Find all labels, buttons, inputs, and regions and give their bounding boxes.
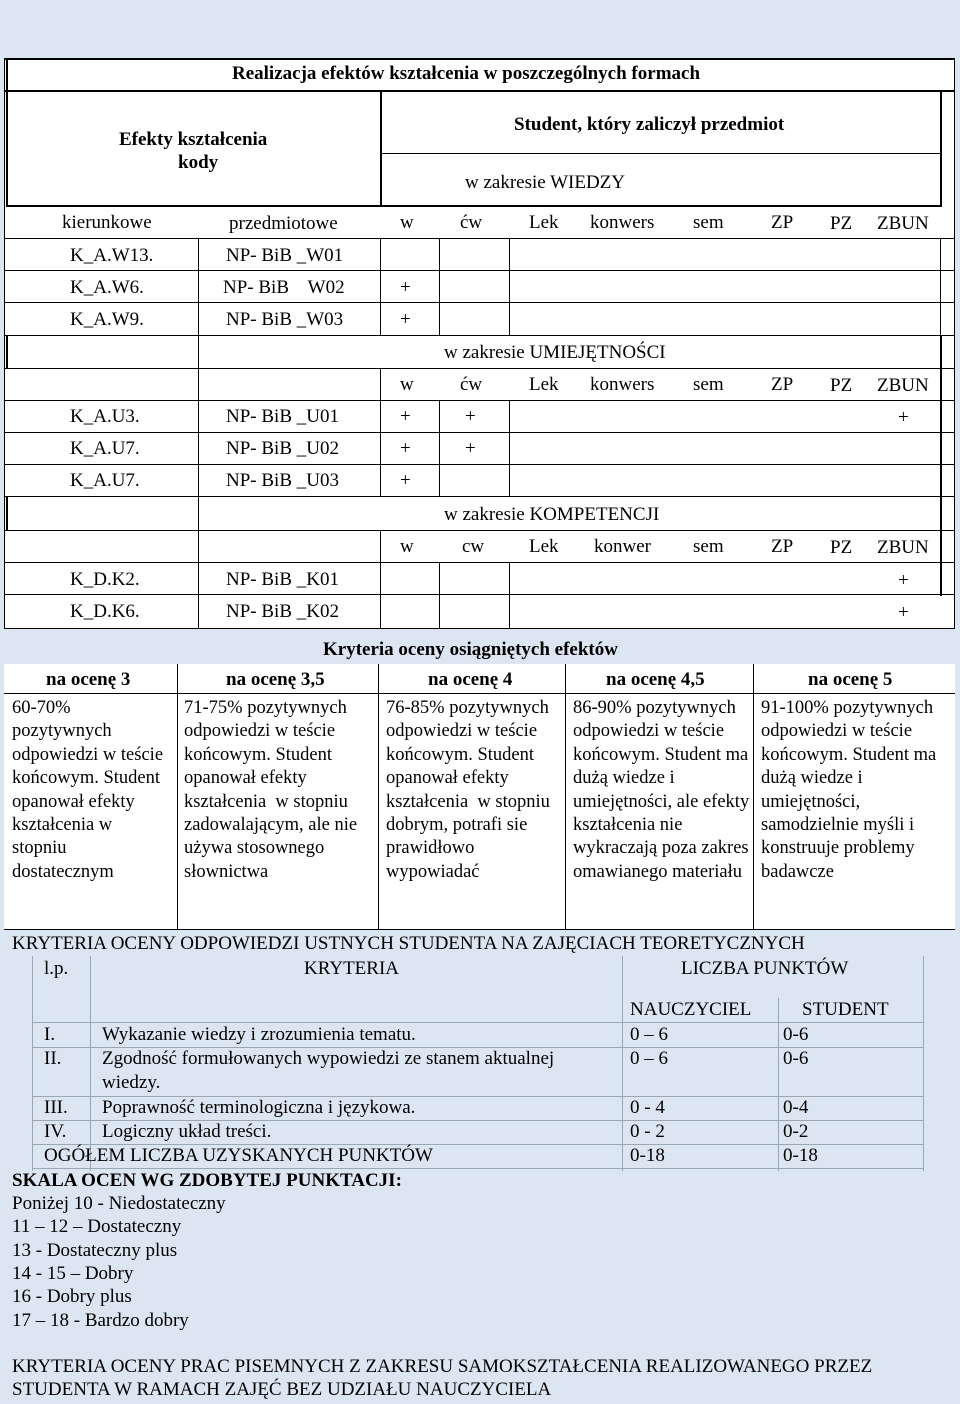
- form-k-zp: ZP: [771, 536, 794, 557]
- ustne-row-2-lp: II.: [44, 1048, 62, 1069]
- pisemne-title-line2: STUDENTA W RAMACH ZAJĘĆ BEZ UDZIAŁU NAUCZYCIELA: [12, 1379, 552, 1400]
- ustne-col-nauczyciel: NAUCZYCIEL: [630, 999, 752, 1020]
- row-k1-kierunkowe: K_D.K2.: [70, 569, 140, 590]
- row-u3-kierunkowe: K_A.U7.: [70, 470, 140, 491]
- row-w3-przedmiotowe: NP- BiB _W03: [226, 309, 344, 330]
- skala-item-2: 11 – 12 – Dostateczny: [12, 1216, 182, 1237]
- kompetencji-header: w zakresie KOMPETENCJI: [444, 504, 660, 525]
- form-k-sem: sem: [693, 536, 724, 557]
- row-u3-mark-w: +: [400, 470, 411, 491]
- row-u2-kierunkowe: K_A.U7.: [70, 438, 140, 459]
- grade-4: na ocenę 4: [428, 669, 513, 690]
- form-u-zbun: ZBUN: [877, 375, 929, 396]
- row-u1-mark-w: +: [400, 406, 411, 427]
- skala-item-3: 13 - Dostateczny plus: [12, 1240, 178, 1261]
- ustne-row-4-text: Logiczny układ treści.: [102, 1121, 272, 1142]
- ustne-row-4-n: 0 - 2: [630, 1121, 665, 1142]
- col-przedmiotowe: przedmiotowe: [229, 213, 338, 234]
- form-k-zbun: ZBUN: [877, 537, 929, 558]
- ustne-row-1-s: 0-6: [783, 1024, 809, 1045]
- skala-title: SKALA OCEN WG ZDOBYTEJ PUNKTACJI:: [12, 1170, 402, 1191]
- ustne-col-student: STUDENT: [802, 999, 889, 1020]
- form-k-cw: cw: [462, 536, 485, 557]
- ustne-row-3-n: 0 - 4: [630, 1097, 665, 1118]
- form-u-cw: ćw: [460, 374, 483, 395]
- ustne-row-4-s: 0-2: [783, 1121, 809, 1142]
- ustne-row-2-text2: wiedzy.: [102, 1072, 161, 1093]
- ustne-row-1-lp: I.: [44, 1024, 56, 1045]
- form-k-w: w: [400, 536, 414, 557]
- efekty-header-line1: Efekty kształcenia: [119, 129, 268, 150]
- ustne-row-2-n: 0 – 6: [630, 1048, 668, 1069]
- form-u-pz: PZ: [830, 375, 853, 396]
- ustne-total-n: 0-18: [630, 1145, 665, 1166]
- form-k-konwer: konwer: [594, 536, 651, 557]
- row-w1-kierunkowe: K_A.W13.: [70, 245, 154, 266]
- grade-3-5-desc: 71-75% pozytywnych odpowiedzi w teście końcowym. Student opanował efekty kształcenia w stopniu zadowalającym, ale nie używa stosownego słownictwa: [184, 698, 362, 882]
- grade-4-desc: 76-85% pozytywnych odpowiedzi w teście końcowym. Student opanował efekty kształcenia w stopniu dobrym, potrafi sie prawidłowo wypowiadać: [386, 698, 555, 882]
- grade-3-desc: 60-70% pozytywnych odpowiedzi w teście końcowym. Student opanował efekty kształcenia w stopniu dostatecznym: [12, 698, 164, 882]
- skala-item-1: Poniżej 10 - Niedostateczny: [12, 1193, 226, 1214]
- ustne-row-3-text: Poprawność terminologiczna i językowa.: [102, 1097, 416, 1118]
- row-w2-mark-w: +: [400, 277, 411, 298]
- form-u-w: w: [400, 374, 414, 395]
- skala-item-5: 16 - Dobry plus: [12, 1286, 132, 1307]
- ustne-row-3-lp: III.: [44, 1097, 68, 1118]
- row-k2-kierunkowe: K_D.K6.: [70, 601, 140, 622]
- pisemne-title-line1: KRYTERIA OCENY PRAC PISEMNYCH Z ZAKRESU SAMOKSZTAŁCENIA REALIZOWANEGO PRZEZ: [12, 1356, 873, 1377]
- ustne-row-2-s: 0-6: [783, 1048, 809, 1069]
- row-u1-mark-cw: +: [465, 406, 476, 427]
- efekty-table-title: Realizacja efektów kształcenia w poszczególnych formach: [232, 63, 701, 84]
- row-k2-przedmiotowe: NP- BiB _K02: [226, 601, 339, 622]
- row-u2-mark-w: +: [400, 438, 411, 459]
- form-sem: sem: [693, 212, 724, 233]
- row-w2-kierunkowe: K_A.W6.: [70, 277, 144, 298]
- ustne-col-liczba: LICZBA PUNKTÓW: [681, 958, 849, 979]
- ustne-row-1-n: 0 – 6: [630, 1024, 668, 1045]
- form-konwers: konwers: [590, 212, 655, 233]
- form-w: w: [400, 212, 414, 233]
- ustne-col-lp: l.p.: [44, 958, 69, 979]
- row-u2-przedmiotowe: NP- BiB _U02: [226, 438, 339, 459]
- row-k2-mark-zbun: +: [898, 602, 909, 623]
- row-w3-mark-w: +: [400, 309, 411, 330]
- form-u-zp: ZP: [771, 374, 794, 395]
- row-u1-mark-zbun: +: [898, 407, 909, 428]
- ustne-total-label: OGÓŁEM LICZBA UZYSKANYCH PUNKTÓW: [44, 1145, 433, 1166]
- ustne-total-s: 0-18: [783, 1145, 818, 1166]
- ustne-row-4-lp: IV.: [44, 1121, 67, 1142]
- ustne-title: KRYTERIA OCENY ODPOWIEDZI USTNYCH STUDENTA NA ZAJĘCIACH TEORETYCZNYCH: [12, 933, 805, 954]
- form-k-pz: PZ: [830, 537, 853, 558]
- efekty-header-line2: kody: [178, 152, 219, 173]
- form-zp: ZP: [771, 212, 794, 233]
- row-w2-przedmiotowe: NP- BiB W02: [223, 277, 345, 298]
- ustne-row-2-text: Zgodność formułowanych wypowiedzi ze stanem aktualnej: [102, 1048, 555, 1069]
- form-u-sem: sem: [693, 374, 724, 395]
- student-header: Student, który zaliczył przedmiot: [514, 114, 785, 135]
- skala-item-6: 17 – 18 - Bardzo dobry: [12, 1310, 189, 1331]
- wiedza-header: w zakresie WIEDZY: [465, 172, 626, 193]
- row-k1-przedmiotowe: NP- BiB _K01: [226, 569, 339, 590]
- grade-5-desc: 91-100% pozytywnych odpowiedzi w teście końcowym. Student ma dużą wiedze i umiejętności, samodzielnie myśli i konstruuje problemy badawcze: [761, 698, 937, 882]
- row-u1-kierunkowe: K_A.U3.: [70, 406, 140, 427]
- grade-3: na ocenę 3: [46, 669, 131, 690]
- form-u-konwers: konwers: [590, 374, 655, 395]
- form-u-lek: Lek: [529, 374, 559, 395]
- row-k1-mark-zbun: +: [898, 570, 909, 591]
- form-k-lek: Lek: [529, 536, 559, 557]
- col-kierunkowe: kierunkowe: [62, 212, 152, 233]
- grade-4-5-desc: 86-90% pozytywnych odpowiedzi w teście końcowym. Student ma dużą wiedze i umiejętności, ale efekty kształcenia nie wykraczają poza zakres omawianego materiału: [573, 698, 750, 882]
- row-w3-kierunkowe: K_A.W9.: [70, 309, 144, 330]
- row-u2-mark-cw: +: [465, 438, 476, 459]
- row-w1-przedmiotowe: NP- BiB _W01: [226, 245, 344, 266]
- form-lek: Lek: [529, 212, 559, 233]
- umiejetnosci-header: w zakresie UMIEJĘTNOŚCI: [444, 342, 666, 363]
- ustne-col-kryteria: KRYTERIA: [304, 958, 399, 979]
- form-pz: PZ: [830, 213, 853, 234]
- ustne-row-1-text: Wykazanie wiedzy i zrozumienia tematu.: [102, 1024, 416, 1045]
- ustne-row-3-s: 0-4: [783, 1097, 809, 1118]
- grade-3-5: na ocenę 3,5: [226, 669, 325, 690]
- form-zbun: ZBUN: [877, 213, 929, 234]
- kryteria-title: Kryteria oceny osiągniętych efektów: [323, 639, 618, 660]
- row-u1-przedmiotowe: NP- BiB _U01: [226, 406, 339, 427]
- form-cw: ćw: [460, 212, 483, 233]
- skala-item-4: 14 - 15 – Dobry: [12, 1263, 134, 1284]
- row-u3-przedmiotowe: NP- BiB _U03: [226, 470, 339, 491]
- grade-5: na ocenę 5: [808, 669, 893, 690]
- grade-4-5: na ocenę 4,5: [606, 669, 705, 690]
